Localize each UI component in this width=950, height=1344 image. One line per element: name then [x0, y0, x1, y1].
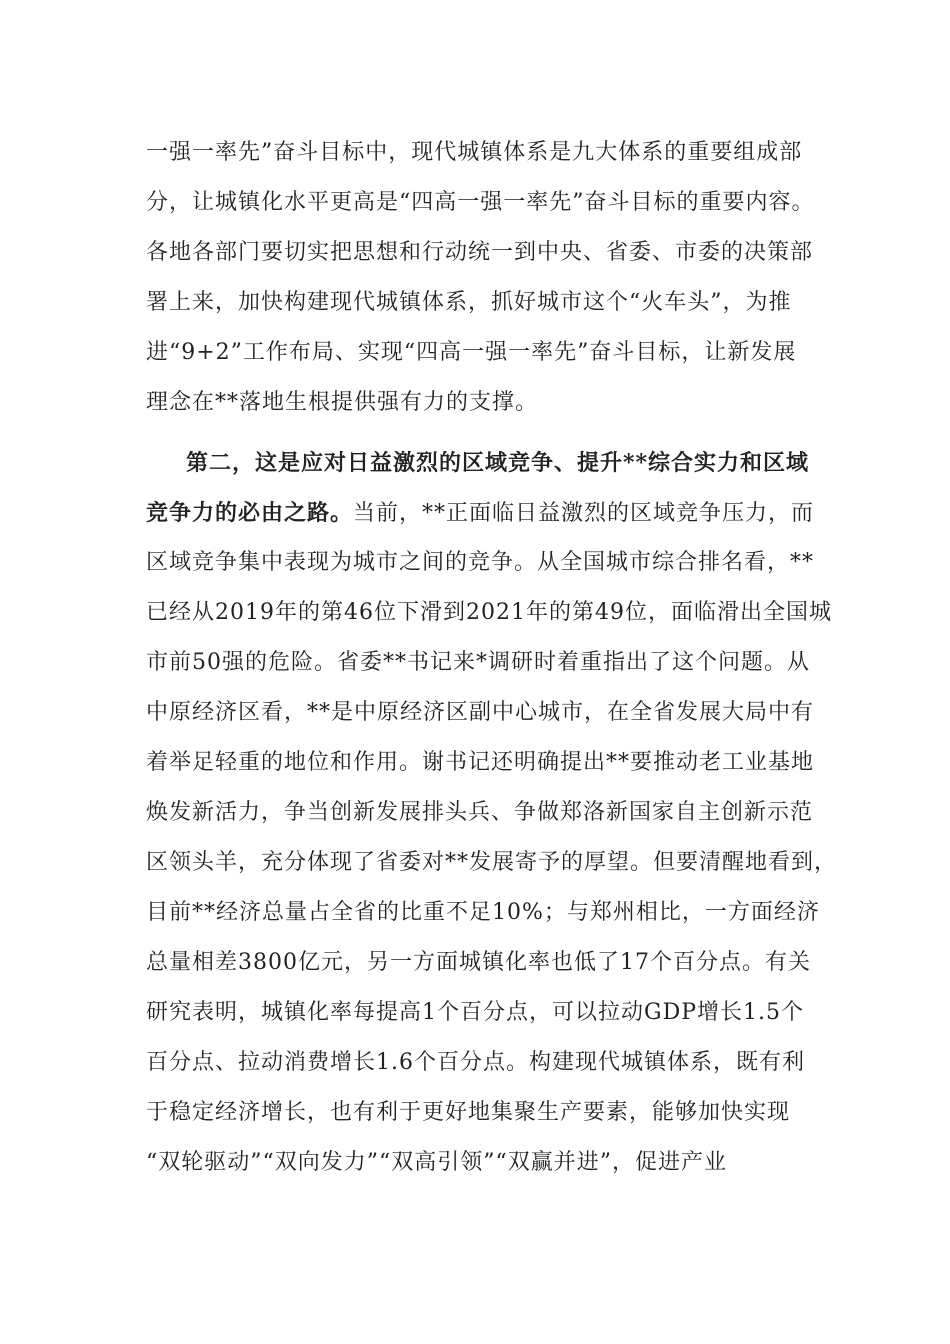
body-text-line: 百分点、拉动消费增长1.6个百分点。构建现代城镇体系，既有利 — [146, 1050, 805, 1075]
body-text-segment: 当前，**正面临日益激烈的区域竞争压力，而 — [353, 501, 815, 526]
body-text-line: 理念在**落地生根提供强有力的支撑。 — [146, 390, 539, 415]
section-heading-end: 竞争力的必由之路。 — [146, 500, 354, 526]
body-text-line — [146, 498, 814, 529]
body-text-line: 署上来，加快构建现代城镇体系，抓好城市这个“火车头”，为推 — [146, 290, 792, 315]
body-text-line: “双轮驱动”“双向发力”“双高引领”“双赢并进”，促进产业 — [146, 1150, 727, 1175]
body-text-line: 一强一率先”奋斗目标中，现代城镇体系是九大体系的重要组成部 — [146, 140, 803, 165]
body-text-line: 区领头羊，充分体现了省委对**发展寄予的厚望。但要清醒地看到， — [146, 850, 838, 875]
body-text-line: 于稳定经济增长，也有利于更好地集聚生产要素，能够加快实现 — [146, 1100, 791, 1125]
body-text-line: 已经从2019年的第46位下滑到2021年的第49位，面临滑出全国城 — [146, 600, 832, 625]
body-text-line: 着举足轻重的地位和作用。谢书记还明确提出**要推动老工业基地 — [146, 750, 815, 775]
body-text-line: 目前**经济总量占全省的比重不足10%；与郑州相比，一方面经济 — [146, 900, 820, 925]
body-text-line: 总量相差3800亿元，另一方面城镇化率也低了17个百分点。有关 — [146, 950, 811, 975]
body-text-line: 中原经济区看，**是中原经济区副中心城市，在全省发展大局中有 — [146, 700, 815, 725]
body-text-line: 进“9+2”工作布局、实现“四高一强一率先”奋斗目标，让新发展 — [146, 340, 797, 365]
body-text-line: 区域竞争集中表现为城市之间的竞争。从全国城市综合排名看，** — [146, 550, 815, 575]
body-text-line: 各地各部门要切实把思想和行动统一到中央、省委、市委的决策部 — [146, 240, 814, 265]
section-heading-line: 第二，这是应对日益激烈的区域竞争、提升**综合实力和区域 — [186, 450, 810, 476]
body-text-line: 市前50强的危险。省委**书记来*调研时着重指出了这个问题。从 — [146, 650, 810, 675]
body-text-line: 分，让城镇化水平更高是“四高一强一率先”奋斗目标的重要内容。 — [146, 190, 815, 215]
body-text-line: 焕发新活力，争当创新发展排头兵、争做郑洛新国家自主创新示范 — [146, 800, 814, 825]
body-text-line: 研究表明，城镇化率每提高1个百分点，可以拉动GDP增长1.5个 — [146, 1000, 805, 1025]
